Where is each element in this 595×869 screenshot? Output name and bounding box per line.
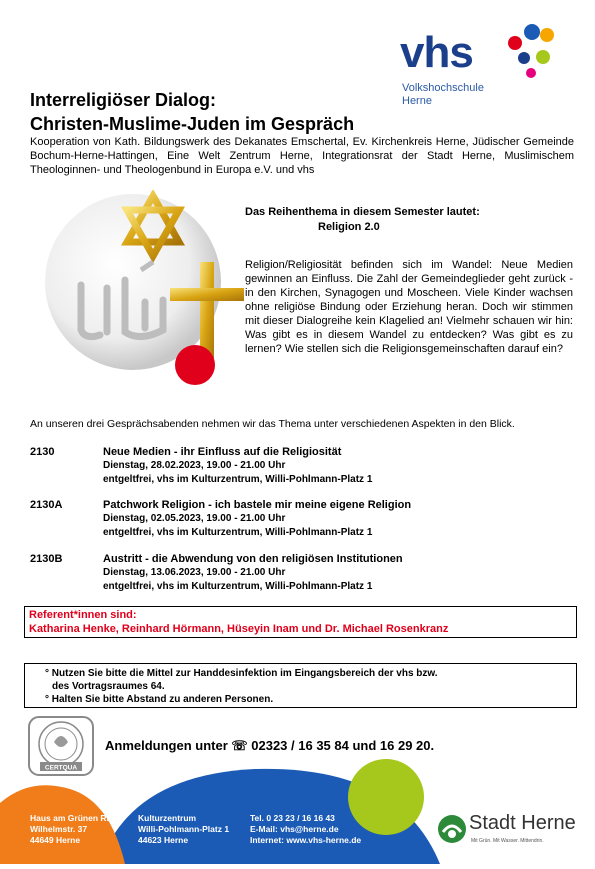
footer-address-1: Haus am Grünen Ring Wilhelmstr. 37 44649 Herne: [30, 813, 120, 845]
course-date: Dienstag, 02.05.2023, 19.00 - 21.00 Uhr: [103, 513, 286, 524]
title-line-2: Christen-Muslime-Juden im Gespräch: [30, 114, 355, 134]
herne-tagline: Mit Grün. Mit Wasser. Mittendrin.: [471, 838, 544, 844]
course-code: 2130B: [30, 553, 63, 565]
vhs-city: Herne: [402, 95, 432, 107]
logo-dot-green: [536, 50, 550, 64]
course-location: entgeltfrei, vhs im Kulturzentrum, Willi-Pohlmann-Platz 1: [103, 581, 373, 592]
hygiene-line: des Vortragsraumes 64.: [52, 681, 165, 692]
footer-email-link[interactable]: E-Mail: vhs@herne.de: [250, 824, 339, 834]
course-title: Neue Medien - ihr Einfluss auf die Religiosität: [103, 446, 342, 458]
speakers-names: Katharina Henke, Reinhard Hörmann, Hüseyin Inam und Dr. Michael Rosenkranz: [29, 623, 449, 635]
hygiene-line: ° Nutzen Sie bitte die Mittel zur Handdesinfektion im Eingangsbereich der vhs bzw.: [45, 668, 438, 679]
logo-dot-pink: [526, 68, 536, 78]
religions-emblem: [45, 190, 255, 390]
theme-heading: Das Reihenthema in diesem Semester lautet:: [245, 206, 480, 218]
registration-phone: Anmeldungen unter ☏ 02323 / 16 35 84 und 16 29 20.: [105, 738, 435, 753]
religions-emblem-icon: [45, 190, 255, 390]
cooperation-text: Kooperation von Kath. Bildungswerk des Dekanates Emschertal, Ev. Kirchenkreis Herne, Jüdischer Gemeinde Bochum-Herne-Hattingen, Eine Welt Zentrum Herne, Integrationsrat der Stadt Herne, Muslimischem Theologinnen- und Theologenbund in Europa e.V. und vhs: [30, 136, 574, 176]
course-item: [30, 446, 575, 490]
svg-text:CERTQUA: CERTQUA: [44, 764, 78, 772]
hygiene-line: ° Halten Sie bitte Abstand zu anderen Personen.: [45, 694, 274, 705]
intro-text: An unseren drei Gesprächsabenden nehmen wir das Thema unter verschiedenen Aspekten in den Blick.: [30, 418, 515, 430]
vhs-subtitle: Volkshochschule: [402, 82, 484, 94]
title-line-1: Interreligiöser Dialog:: [30, 90, 217, 110]
logo-dot-navy: [518, 52, 530, 64]
course-item: [30, 553, 575, 597]
course-location: entgeltfrei, vhs im Kulturzentrum, Willi-Pohlmann-Platz 1: [103, 474, 373, 485]
vhs-wordmark: vhs: [400, 28, 473, 77]
logo-dot-red: [508, 36, 522, 50]
course-date: Dienstag, 13.06.2023, 19.00 - 21.00 Uhr: [103, 567, 286, 578]
footer-website-link[interactable]: Internet: www.vhs-herne.de: [250, 835, 362, 845]
course-code: 2130A: [30, 499, 63, 511]
course-date: Dienstag, 28.02.2023, 19.00 - 21.00 Uhr: [103, 460, 286, 471]
course-title: Patchwork Religion - ich bastele mir meine eigene Religion: [103, 499, 412, 511]
footer-address-2: Kulturzentrum Willi-Pohlmann-Platz 1 44623 Herne: [138, 813, 230, 845]
course-title: Austritt - die Abwendung von den religiösen Institutionen: [103, 553, 403, 565]
logo-dot-blue: [524, 24, 540, 40]
vhs-logo: [400, 22, 560, 112]
logo-dot-yellow: [540, 28, 554, 42]
course-item: [30, 499, 575, 543]
speakers-label: Referent*innen sind:: [29, 609, 137, 621]
course-location: entgeltfrei, vhs im Kulturzentrum, Willi-Pohlmann-Platz 1: [103, 527, 373, 538]
herne-name: Stadt Herne: [469, 812, 576, 834]
hygiene-notice: [24, 663, 577, 708]
speakers-box: [24, 606, 577, 638]
course-code: 2130: [30, 446, 55, 458]
theme-description: Religion/Religiosität befinden sich im Wandel: Neue Medien gewinnen an Einfluss. Die Zahl der Gemeindeglieder geht zurück - in den Kirchen, Synagogen und Moscheen. Viele Kinder wachsen ohne religiöse Bindung oder Erziehung heran. Doch wir stimmen mit dieser Dialogreihe kein Klagelied an! Vielmehr schauen wir hin: Was gibt es in diesem Wandel zu entdecken? Was gibt es zu lernen? Wie stellen sich die Religionsgemeinschaften darauf ein?: [245, 259, 573, 355]
theme-value: Religion 2.0: [318, 221, 380, 233]
stadt-herne-logo: [435, 808, 585, 858]
herne-emblem-icon: [437, 814, 467, 844]
footer-contact: Tel. 0 23 23 / 16 16 43 E-Mail: vhs@herne.de Internet: www.vhs-herne.de: [250, 813, 362, 845]
